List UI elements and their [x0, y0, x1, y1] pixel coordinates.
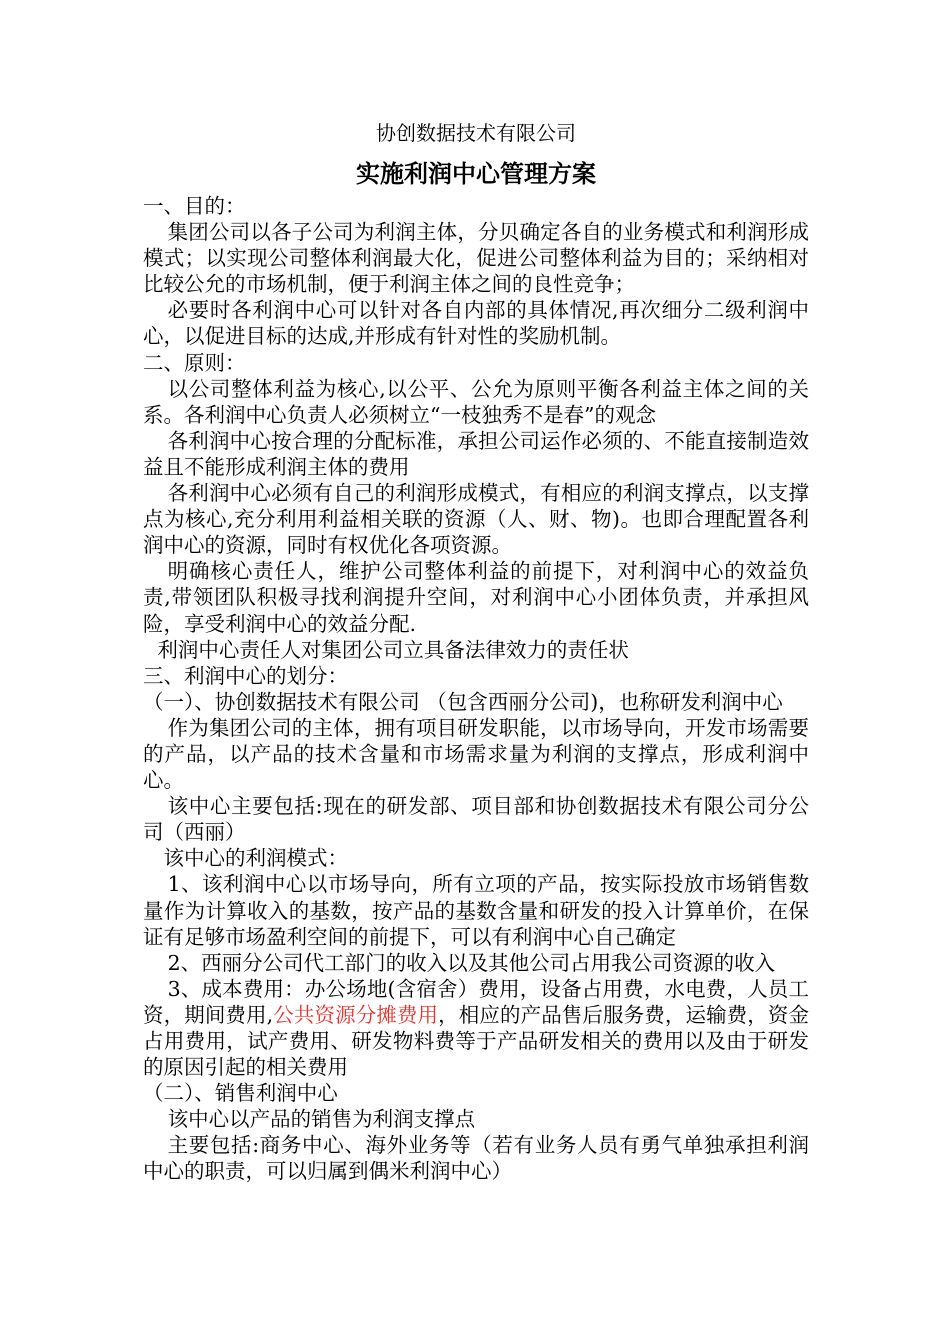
paragraph: 明确核心责任人，维护公司整体利益的前提下，对利润中心的效益负责,带领团队积极寻找利润提升空间，对利润中心小团体负责，并承担风险，享受利润中心的效益分配. — [143, 559, 809, 636]
section-heading-division: 三、利润中心的划分： — [143, 663, 348, 688]
paragraph: 作为集团公司的主体，拥有项目研发职能，以市场导向，开发市场需要的产品，以产品的技术含量和市场需求量为利润的支撑点，形成利润中心。 — [143, 715, 809, 793]
list-item: 2、西丽分公司代工部门的收入以及其他公司占用我公司资源的收入 — [167, 950, 776, 975]
paragraph: 该中心的利润模式： — [163, 846, 348, 871]
document-title: 实施利润中心管理方案 — [356, 159, 596, 188]
section-heading-purpose: 一、目的： — [143, 194, 246, 218]
paragraph: 集团公司以各子公司为利润主体，分贝确定各自的业务模式和利润形成模式；以实现公司整体利润最大化，促进公司整体利益为目的；采纳相对比较公允的市场机制，便于利润主体之间的良性竞争； — [143, 220, 809, 297]
list-item-text: ，相应的产品售后服务费，运输费，资金占用费用，试产费用、研发物料费等于产品研发相关的费用以及由于研发的原因引起的相关费用 — [143, 1002, 809, 1080]
document-page — [143, 117, 809, 1185]
list-item — [143, 976, 809, 1080]
subsection-heading: （二）、销售利润中心 — [143, 1081, 338, 1106]
paragraph: 各利润中心按合理的分配标准，承担公司运作必须的、不能直接制造效益且不能形成利润主体的费用 — [143, 428, 809, 479]
list-item: 1、该利润中心以市场导向，所有立项的产品，按实际投放市场销售数量作为计算收入的基数，按产品的基数含量和研发的投入计算单价，在保证有足够市场盈利空间的前提下，可以有利润中心自己确定 — [143, 872, 809, 949]
highlighted-text: 公共资源分摊费用 — [273, 1002, 439, 1027]
paragraph: 各利润中心必须有自己的利润形成模式，有相应的利润支撑点，以支撑点为核心,充分利用利益相关联的资源（人、财、物)。也即合理配置各利润中心的资源，同时有权优化各项资源。 — [143, 481, 809, 558]
paragraph: 以公司整体利益为核心,以公平、公允为原则平衡各利益主体之间的关系。各利润中心负责人必须树立“一枝独秀不是春”的观念 — [143, 376, 809, 427]
company-name: 协创数据技术有限公司 — [376, 121, 576, 145]
list-item-text: 3、成本费用：办公场地(含宿舍）费用，设备占用费，水电费，人员工资，期间费用, — [143, 976, 809, 1027]
paragraph: 必要时各利润中心可以针对各自内部的具体情况,再次细分二级利润中心，以促进目标的达成,并形成有针对性的奖励机制。 — [143, 298, 809, 349]
paragraph: 该中心主要包括:现在的研发部、项目部和协创数据技术有限公司分公司（西丽） — [143, 794, 809, 845]
paragraph: 该中心以产品的销售为利润支撑点 — [167, 1107, 476, 1132]
paragraph: 利润中心责任人对集团公司立具备法律效力的责任状 — [157, 637, 629, 662]
subsection-heading: （一）、协创数据技术有限公司 （包含西丽分公司)，也称研发利润中心 — [143, 689, 783, 714]
paragraph: 主要包括:商务中心、海外业务等（若有业务人员有勇气单独承担利润中心的职责，可以归属到偶米利润中心） — [143, 1133, 809, 1184]
section-heading-principles: 二、原则： — [143, 350, 246, 375]
